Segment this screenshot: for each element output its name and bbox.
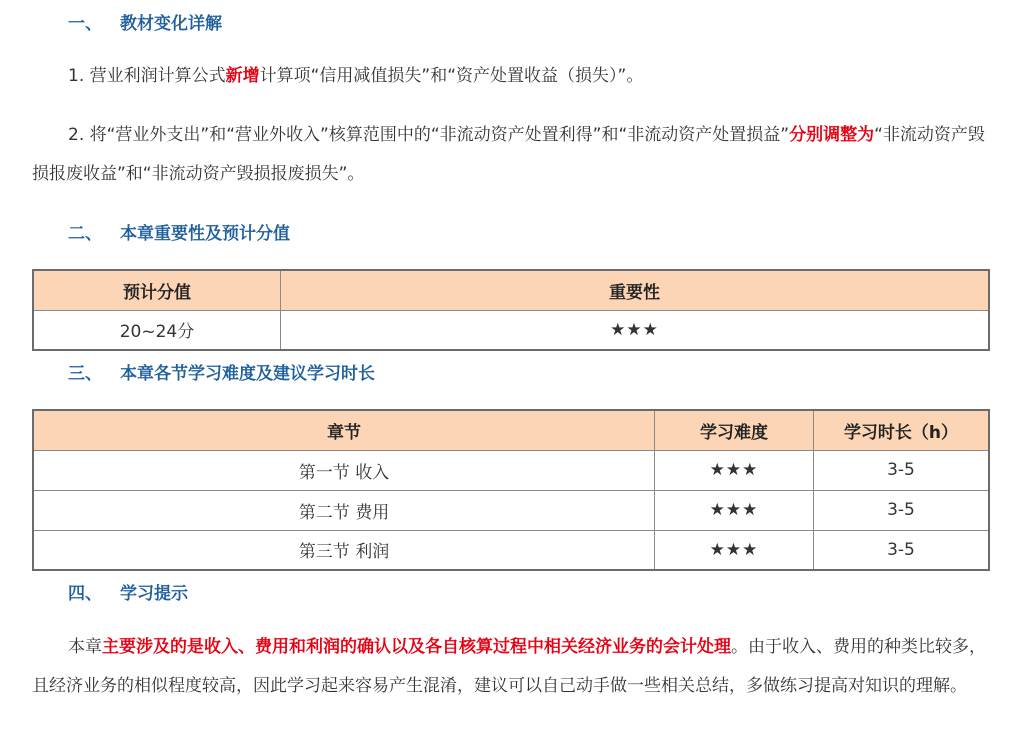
section-heading-difficulty [68, 359, 375, 384]
change-text: 1. 营业利润计算公式 [68, 66, 226, 86]
difficulty-table [32, 409, 990, 571]
table-cell-difficulty: ★★★ [655, 450, 814, 490]
tips-text: 本章 [68, 637, 102, 657]
tips-highlight: 主要涉及的是收入、费用和利润的确认以及各自核算过程中相关经济业务的会计处理 [102, 637, 731, 657]
section-title: 学习提示 [120, 584, 188, 604]
change-item-1 [32, 57, 992, 96]
section-number: 三、 [68, 364, 102, 384]
section-number: 二、 [68, 224, 102, 244]
table-cell-chapter: 第一节 收入 [33, 450, 655, 490]
change-highlight: 分别调整为 [789, 125, 875, 145]
table-header-row [33, 410, 989, 450]
table-header-cell: 预计分值 [33, 270, 281, 310]
table-row [33, 310, 989, 350]
section-title: 教材变化详解 [120, 14, 222, 34]
section-heading-changes [68, 9, 222, 34]
table-cell-chapter: 第二节 费用 [33, 490, 655, 530]
table-header-cell: 学习难度 [655, 410, 814, 450]
table-cell-duration: 3-5 [814, 450, 990, 490]
table-row [33, 530, 989, 570]
tips-text: 。由于收入、费用的种类比较多，且经济业务的相似程度较高，因此学习起来容易产生混淆，建议可以自己动手做一些相关总结，多做练习提高对知识的理解。 [32, 637, 986, 696]
change-text: “非流动资产毁损报废收益”和“非流动资产毁损报废损失”。 [32, 125, 985, 184]
table-cell-stars: ★★★ [281, 310, 990, 350]
table-cell-difficulty: ★★★ [655, 530, 814, 570]
table-header-cell: 重要性 [281, 270, 990, 310]
table-header-cell: 学习时长（h） [814, 410, 990, 450]
change-text: 2. 将“营业外支出”和“营业外收入”核算范围中的“非流动资产处置利得”和“非流动资产处置损益” [68, 125, 790, 145]
section-number: 一、 [68, 14, 102, 34]
change-item-2 [32, 116, 992, 194]
table-row [33, 490, 989, 530]
section-heading-tips [68, 579, 188, 604]
table-cell-duration: 3-5 [814, 530, 990, 570]
table-header-cell: 章节 [33, 410, 655, 450]
table-header-row [33, 270, 989, 310]
section-heading-importance [68, 219, 290, 244]
table-cell-chapter: 第三节 利润 [33, 530, 655, 570]
table-cell-duration: 3-5 [814, 490, 990, 530]
table-cell-score: 20~24分 [33, 310, 281, 350]
importance-table [32, 269, 990, 351]
change-text: 计算项“信用减值损失”和“资产处置收益（损失）”。 [259, 66, 644, 86]
change-highlight: 新增 [225, 66, 260, 86]
tips-paragraph [32, 628, 992, 706]
section-title: 本章重要性及预计分值 [120, 224, 290, 244]
section-number: 四、 [68, 584, 102, 604]
section-title: 本章各节学习难度及建议学习时长 [120, 364, 375, 384]
table-row [33, 450, 989, 490]
table-cell-difficulty: ★★★ [655, 490, 814, 530]
